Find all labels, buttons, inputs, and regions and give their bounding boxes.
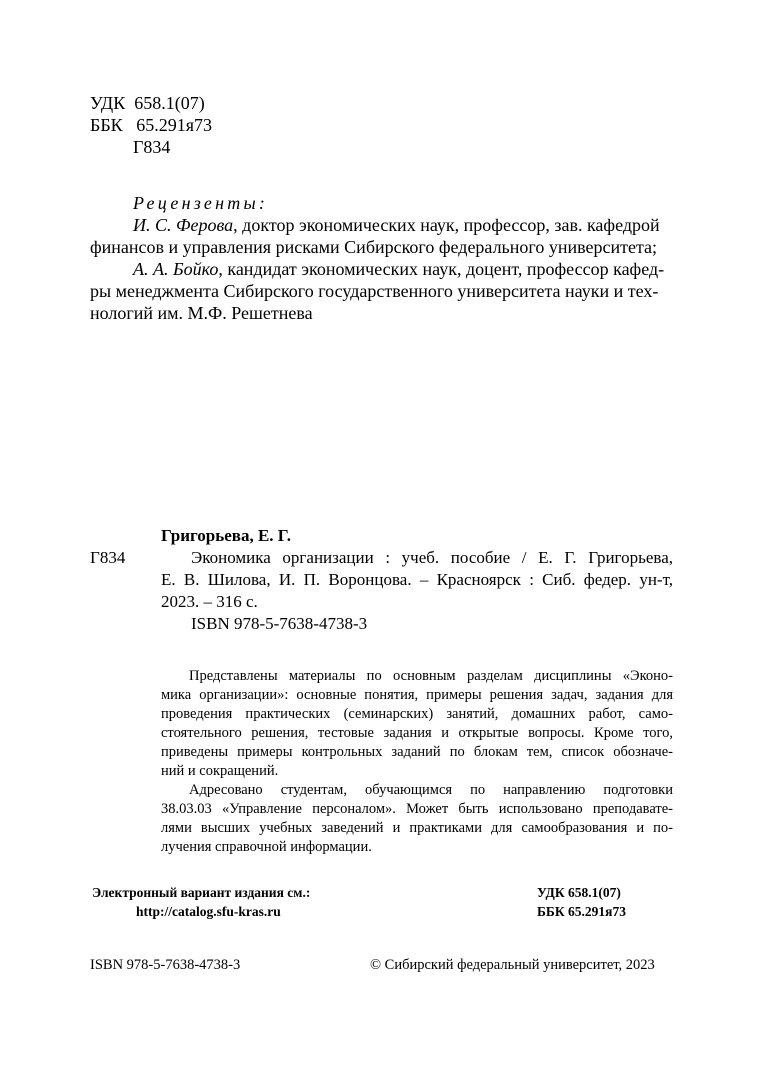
- catalog-line-2: Е. В. Шилова, И. П. Воронцова. – Красноярск : Сиб. федер. ун-т,: [161, 570, 673, 589]
- annotation-p2-line-3: лями высших учебных заведений и практиками для самообразования и по-: [161, 820, 673, 836]
- electronic-label: Электронный вариант издания см.:: [92, 885, 311, 900]
- catalog-line-3: 2023. – 316 с.: [161, 592, 258, 611]
- reviewer-2-line-1: А. А. Бойко, кандидат экономических наук, доцент, профессор кафед-: [133, 259, 665, 279]
- reviewers-heading: Рецензенты:: [133, 193, 269, 213]
- udk-line: [90, 92, 205, 114]
- catalog-mark: Г834: [90, 548, 126, 567]
- reviewer-2-line-2: ры менеджмента Сибирского государственного университета науки и тех-: [90, 281, 659, 301]
- annotation-p2-line-2: 38.03.03 «Управление персоналом». Может быть использовано преподавате-: [161, 801, 673, 817]
- reviewer-1-line-1: И. С. Ферова, доктор экономических наук, профессор, зав. кафедрой: [133, 215, 660, 235]
- reviewer-2-line-3: нологий им. М.Ф. Решетнева: [90, 303, 313, 323]
- reviewer-1-name: И. С. Ферова: [133, 215, 234, 235]
- electronic-url[interactable]: http://catalog.sfu-kras.ru: [136, 904, 281, 919]
- bbk-value: 65.291я73: [136, 115, 212, 135]
- udk-label: УДК: [90, 93, 126, 113]
- annotation-p1-line-3: проведения практических (семинарских) занятий, домашних работ, само-: [161, 706, 673, 722]
- annotation-p2-line-1: Адресовано студентам, обучающимся по направлению подготовки: [189, 782, 673, 798]
- catalog-line-1: Экономика организации : учеб. пособие / Е. Г. Григорьева,: [191, 548, 673, 567]
- reviewer-1-line-2: финансов и управления рисками Сибирского федерального университета;: [90, 237, 658, 257]
- author-mark: Г834: [133, 137, 171, 157]
- annotation-p1-line-6: ний и сокращений.: [161, 763, 279, 779]
- annotation-p2-line-4: лучения справочной информации.: [161, 839, 372, 855]
- electronic-udk: УДК 658.1(07): [537, 885, 621, 900]
- annotation-p1-line-5: приведены примеры контрольных заданий по блокам тем, список обозначе-: [161, 744, 673, 760]
- bbk-line: [90, 114, 212, 136]
- electronic-bbk: ББК 65.291я73: [537, 904, 626, 919]
- catalog-author-heading: Григорьева, Е. Г.: [161, 526, 291, 545]
- bbk-label: ББК: [90, 115, 123, 135]
- annotation-p1-line-4: стоятельного решения, тестовые задания и открытые вопросы. Кроме того,: [161, 725, 673, 741]
- annotation-p1-line-1: Представлены материалы по основным разделам дисциплины «Эконо-: [189, 668, 673, 684]
- udk-value: 658.1(07): [134, 93, 205, 113]
- footer-isbn: ISBN 978-5-7638-4738-3: [90, 957, 241, 973]
- catalog-isbn: ISBN 978-5-7638-4738-3: [191, 614, 368, 633]
- annotation-p1-line-2: мика организации»: основные понятия, примеры решения задач, задания для: [161, 687, 673, 703]
- footer-copyright: © Сибирский федеральный университет, 2023: [370, 957, 655, 973]
- reviewer-2-name: А. А. Бойко: [133, 259, 219, 279]
